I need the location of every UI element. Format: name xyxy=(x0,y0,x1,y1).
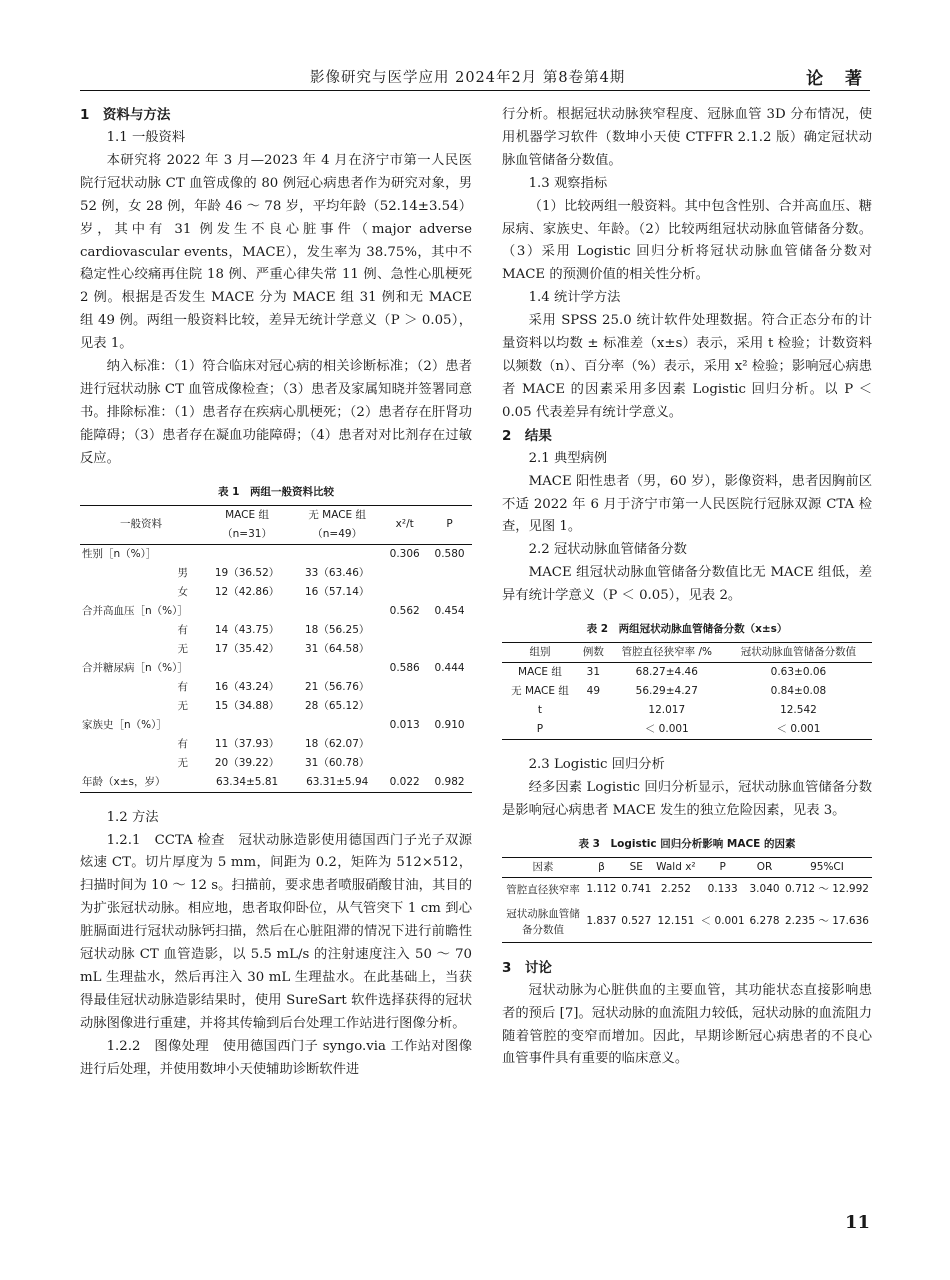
table3-header: β xyxy=(584,857,619,877)
table-row xyxy=(502,701,872,720)
table3-cell: 12.151 xyxy=(654,902,698,943)
paragraph-criteria: 纳入标准：（1）符合临床对冠心病的相关诊断标准；（2）患者进行冠状动脉 CT 血管成像检查；（3）患者及家属知晓并签署同意书。排除标准：（1）患者存在疾病心肌梗死；（2）患者存在肝肾功能障碍；（3）患者存在凝血功能障碍；（4）患者对对比剂存在过敏反应。 xyxy=(80,359,472,466)
table1-cell-label: 性别［n（%）］ xyxy=(82,547,157,560)
table-row xyxy=(80,716,472,735)
table-row xyxy=(80,678,472,697)
table1-cell-nomace xyxy=(292,659,382,678)
table1-cell-p xyxy=(427,678,472,697)
table1-cell-p: 0.982 xyxy=(427,773,472,793)
page-number: 11 xyxy=(844,1212,870,1233)
table-row xyxy=(80,602,472,621)
table3-cell: ＜ 0.001 xyxy=(698,902,747,943)
table2-cell: 56.29±4.27 xyxy=(635,685,698,698)
table1-caption: 表 1 两组一般资料比较 xyxy=(218,485,334,498)
table1-cell-p: 0.444 xyxy=(434,661,465,674)
table2-cell: 31 xyxy=(586,666,601,679)
table1-cell-label: 男 xyxy=(177,566,188,579)
table3-cell: 0.712 ～ 12.992 xyxy=(784,883,869,896)
table1-cell-mace: 15（34.88） xyxy=(214,699,280,712)
paragraph-indicators: （1）比较两组一般资料。其中包含性别、合并高血压、糖尿病、家族史、年龄。（2）比较两组冠状动脉血管储备分数。（3）采用 Logistic 回归分析将冠状动脉血管储备分数对 MACE 的预测价值的相关性分析。 xyxy=(502,198,872,283)
table-row xyxy=(80,659,472,678)
table2-cell: 49 xyxy=(586,685,601,698)
table1-cell-label: 有 xyxy=(177,737,188,750)
table1-cell-stat xyxy=(382,564,427,583)
left-column xyxy=(80,104,472,1081)
table1-cell-stat: 0.586 xyxy=(389,661,420,674)
table3-cell: 1.837 xyxy=(584,902,619,943)
table1-header-nomace: 无 MACE 组 xyxy=(292,505,382,525)
table-row xyxy=(80,735,472,754)
section-3-title: 3 讨论 xyxy=(502,959,552,976)
table3 xyxy=(502,857,872,943)
table1-cell-nomace: 28（65.12） xyxy=(304,699,370,712)
table1-cell-p: 0.454 xyxy=(434,604,465,617)
table1-cell-nomace: 16（57.14） xyxy=(304,585,370,598)
table3-header: Wald x² xyxy=(654,857,698,877)
header-rule xyxy=(80,90,870,91)
table3-header: 因素 xyxy=(502,857,584,877)
table1-cell-mace xyxy=(202,544,292,564)
table1-cell-mace: 14（43.75） xyxy=(214,623,280,636)
table2-cell: MACE 组 xyxy=(518,666,562,679)
table-row xyxy=(80,754,472,773)
table1-cell-mace xyxy=(202,716,292,735)
table1-cell-p xyxy=(427,640,472,659)
table-row xyxy=(80,640,472,659)
table2-cell: 68.27±4.46 xyxy=(635,666,698,679)
table3-cell: 2.235 ～ 17.636 xyxy=(782,902,872,943)
table1-cell-label: 女 xyxy=(177,585,188,598)
table3-caption: 表 3 Logistic 回归分析影响 MACE 的因素 xyxy=(578,837,796,850)
table1-cell-p xyxy=(427,583,472,602)
table-row xyxy=(502,682,872,701)
table1-cell-p xyxy=(427,735,472,754)
table-row xyxy=(80,773,472,793)
table3-cell: 0.133 xyxy=(707,883,738,896)
table1-cell-mace xyxy=(202,659,292,678)
table1-header-stat: x²/t xyxy=(382,505,427,544)
table1-header-p: P xyxy=(427,505,472,544)
table1-cell-nomace xyxy=(292,716,382,735)
table-row xyxy=(502,663,872,683)
table2-cell: 12.017 xyxy=(648,704,686,717)
table2-cell xyxy=(578,720,609,740)
table1-cell-mace: 17（35.42） xyxy=(214,642,280,655)
section-1-3-title: 1.3 观察指标 xyxy=(528,175,608,191)
table1-cell-stat: 0.013 xyxy=(389,718,420,731)
table1 xyxy=(80,505,472,793)
table3-cell: 0.741 xyxy=(621,883,652,896)
table2-header: 例数 xyxy=(578,643,609,663)
table1-cell-nomace xyxy=(292,544,382,564)
paragraph-logistic: 经多因素 Logistic 回归分析显示，冠状动脉血管储备分数是影响冠心病患者 MACE 发生的独立危险因素，见表 3。 xyxy=(502,779,872,818)
table1-cell-nomace: 18（62.07） xyxy=(304,737,370,750)
table1-cell-stat xyxy=(382,583,427,602)
section-2-2-title: 2.2 冠状动脉血管储备分数 xyxy=(528,542,687,558)
column-tag: 论 著 xyxy=(806,69,870,89)
table2-header: 组别 xyxy=(502,643,578,663)
table3-cell: 1.112 xyxy=(586,883,617,896)
table1-cell-stat xyxy=(382,621,427,640)
section-1-2-title: 1.2 方法 xyxy=(106,809,159,825)
table1-cell-stat xyxy=(382,735,427,754)
table3-header: 95%CI xyxy=(782,857,872,877)
table2-header: 管腔直径狭窄率 /% xyxy=(609,643,725,663)
table1-cell-p xyxy=(427,754,472,773)
paragraph-statistics: 采用 SPSS 25.0 统计软件处理数据。符合正态分布的计量资料以均数 ± 标准差（x±s）表示，采用 t 检验；计数资料以频数（n）、百分率（%）表示，采用 x² 检验；影响冠心病患者 MACE 的因素采用多因素 Logistic 回归分析。以 P ＜ 0.05 代表差异有统计学意义。 xyxy=(502,313,872,420)
paragraph-discussion: 冠状动脉为心脏供血的主要血管，其功能状态直接影响患者的预后 [7]。冠状动脉的血流阻力较低，冠状动脉的血流阻力随着管腔的变窄而增加。因此，早期诊断冠心病患者的不良心血管事件具有重要的临床意义。 xyxy=(502,982,872,1067)
table1-cell-mace: 20（39.22） xyxy=(214,756,280,769)
table1-header-item: 一般资料 xyxy=(80,505,202,544)
table-row xyxy=(80,564,472,583)
table3-header: OR xyxy=(747,857,782,877)
right-column xyxy=(502,104,872,1071)
section-1-1-title: 1.1 一般资料 xyxy=(106,130,186,145)
table1-cell-nomace: 31（64.58） xyxy=(304,642,370,655)
table1-cell-label: 合并高血压［n（%）］ xyxy=(82,604,188,617)
paragraph-typical-case: MACE 阳性患者（男，60 岁），影像资料，患者因胸前区不适 2022 年 6 月于济宁市第一人民医院行冠脉双源 CTA 检查，见图 1。 xyxy=(502,473,872,535)
table1-cell-nomace: 31（60.78） xyxy=(304,756,370,769)
table3-cell: 3.040 xyxy=(749,883,780,896)
section-2-title: 2 结果 xyxy=(502,427,552,444)
section-2-1-title: 2.1 典型病例 xyxy=(528,450,608,466)
table2-cell xyxy=(578,701,609,720)
running-header xyxy=(80,64,870,90)
table1-cell-label: 家族史［n（%）］ xyxy=(82,718,167,731)
table1-cell-mace: 11（37.93） xyxy=(214,737,280,750)
section-1-title: 1 资料与方法 xyxy=(80,107,171,123)
table1-cell-p xyxy=(427,564,472,583)
table1-cell-label: 无 xyxy=(177,699,188,712)
table2-cell: 无 MACE 组 xyxy=(511,685,569,698)
table1-cell-nomace: 18（56.25） xyxy=(304,623,370,636)
table1-cell-p: 0.580 xyxy=(434,547,465,560)
table1-cell-p xyxy=(427,621,472,640)
paragraph-image-processing: 1.2.2 图像处理 使用德国西门子 syngo.via 工作站对图像进行后处理，并使用数坤小天使辅助诊断软件进 xyxy=(80,1038,472,1077)
table1-cell-label: 合并糖尿病［n（%）］ xyxy=(82,661,188,674)
table1-cell-stat: 0.306 xyxy=(389,547,420,560)
table3-cell: 2.252 xyxy=(660,883,691,896)
table1-header-mace-n: （n=31） xyxy=(202,525,292,545)
table1-cell-nomace: 21（56.76） xyxy=(304,680,370,693)
table-row xyxy=(80,697,472,716)
table3-cell: 6.278 xyxy=(747,902,782,943)
table1-cell-stat xyxy=(382,640,427,659)
table2-caption: 表 2 两组冠状动脉血管储备分数（x±s） xyxy=(586,623,788,636)
table1-cell-nomace: 63.31±5.94 xyxy=(292,773,382,793)
table2-cell: ＜ 0.001 xyxy=(609,720,725,740)
section-1-4-title: 1.4 统计学方法 xyxy=(528,290,621,306)
table1-cell-p: 0.910 xyxy=(434,718,465,731)
table1-cell-stat: 0.022 xyxy=(382,773,427,793)
table1-cell-nomace: 33（63.46） xyxy=(304,566,370,579)
table2-cell: 0.63±0.06 xyxy=(770,666,827,679)
table2-cell: t xyxy=(537,704,543,717)
table-row xyxy=(502,902,872,943)
table1-cell-label: 年龄（x±s，岁） xyxy=(80,773,202,793)
table1-cell-label: 无 xyxy=(177,756,188,769)
table2 xyxy=(502,642,872,740)
table3-cell: 管腔直径狭窄率 xyxy=(506,883,580,896)
table1-cell-label: 有 xyxy=(177,623,188,636)
table1-cell-mace: 19（36.52） xyxy=(214,566,280,579)
table1-cell-label: 无 xyxy=(177,642,188,655)
table-row xyxy=(80,621,472,640)
table1-cell-stat xyxy=(382,678,427,697)
table2-cell: 12.542 xyxy=(780,704,817,717)
table1-header-mace: MACE 组 xyxy=(202,505,292,525)
table3-header: P xyxy=(698,857,747,877)
table-row xyxy=(80,544,472,564)
table1-cell-stat xyxy=(382,697,427,716)
table1-cell-mace: 16（43.24） xyxy=(214,680,280,693)
section-2-3-title: 2.3 Logistic 回归分析 xyxy=(528,757,665,773)
table1-cell-mace: 63.34±5.81 xyxy=(202,773,292,793)
table2-header: 冠状动脉血管储备分数值 xyxy=(725,643,872,663)
table1-cell-stat: 0.562 xyxy=(389,604,420,617)
table1-cell-nomace xyxy=(292,602,382,621)
table3-cell: 0.527 xyxy=(619,902,654,943)
table3-header: SE xyxy=(619,857,654,877)
table1-cell-mace: 12（42.86） xyxy=(214,585,280,598)
table3-cell: 冠状动脉血管储备分数值 xyxy=(502,902,584,943)
table2-cell: ＜ 0.001 xyxy=(725,720,872,740)
table1-cell-p xyxy=(427,697,472,716)
table2-cell: 0.84±0.08 xyxy=(770,685,827,698)
journal-info: 影像研究与医学应用 2024年2月 第8卷第4期 xyxy=(310,70,626,86)
table1-header-nomace-n: （n=49） xyxy=(292,525,382,545)
table-row xyxy=(502,877,872,902)
table2-cell: P xyxy=(502,720,578,740)
paragraph-general-data: 本研究将 2022 年 3 月—2023 年 4 月在济宁市第一人民医院行冠状动脉 CT 血管成像的 80 例冠心病患者作为研究对象，男 52 例，女 28 例，年龄 46 ～ 78 岁，平均年龄（52.14±3.54）岁，其中有 31 例发生不良心脏事件（major adverse cardiovascular events，MACE），发生率为 38.75%，其中不稳定性心绞痛再住院 18 例、严重心律失常 11 例、急性心肌梗死 2 例。根据是否发生 MACE 分为 MACE 组 31 例和无 MACE 组 49 例。两组一般资料比较，差异无统计学意义（P ＞ 0.05），见表 1。 xyxy=(80,152,472,352)
table1-cell-label: 有 xyxy=(177,680,188,693)
table1-cell-mace xyxy=(202,602,292,621)
paragraph-analysis: 行分析。根据冠状动脉狭窄程度、冠脉血管 3D 分布情况，使用机器学习软件（数坤小天使 CTFFR 2.1.2 版）确定冠状动脉血管储备分数值。 xyxy=(502,107,872,168)
paragraph-ffr: MACE 组冠状动脉血管储备分数值比无 MACE 组低，差异有统计学意义（P ＜ 0.05），见表 2。 xyxy=(502,565,872,604)
paragraph-ccta: 1.2.1 CCTA 检查 冠状动脉造影使用德国西门子光子双源炫速 CT。切片厚度为 5 mm，间距为 0.2，矩阵为 512×512，扫描时间为 10 ～ 12 s。扫描前，要求患者喷服硝酸甘油，其目的为扩张冠状动脉。相应地，患者取仰卧位，从气管突下 1 cm 到心脏膈面进行冠状动脉钙扫描，然后在心脏阻滞的情况下进行前瞻性冠状动脉 CT 血管造影，以 5.5 mL/s 的注射速度注入 50 ～ 70 mL 生理盐水，然后再注入 30 mL 生理盐水。在此基础上，当获得最佳冠状动脉造影结果时，使用 SureSart 软件选择获得的冠状动脉图像进行重建，并将其传输到后台处理工作站进行图像分析。 xyxy=(80,832,472,1031)
table-row xyxy=(502,720,872,740)
table-row xyxy=(80,583,472,602)
table1-cell-stat xyxy=(382,754,427,773)
